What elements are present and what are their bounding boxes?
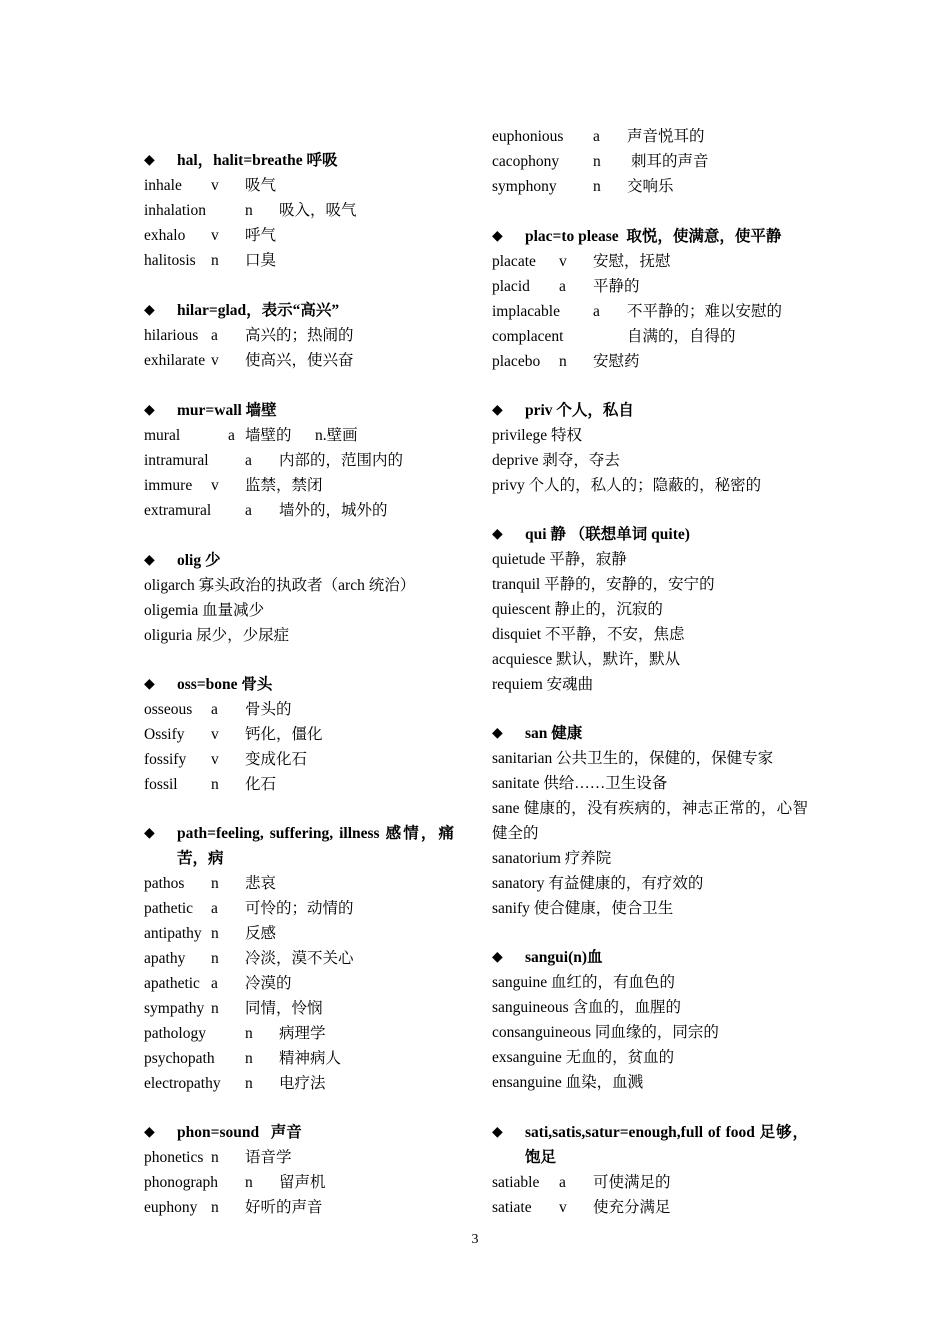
entry-meaning: 声音悦耳的 <box>627 128 705 145</box>
section-mur <box>144 398 454 523</box>
entry-meaning: 自满的，自得的 <box>627 328 736 345</box>
entry-pos: v <box>559 253 567 270</box>
entry-row <box>144 498 454 523</box>
entry-row <box>492 324 808 349</box>
entry-row <box>144 1021 454 1046</box>
entry-line: sane 健康的，没有疾病的，神志正常的，心智健全的 <box>492 800 808 842</box>
entry-line: quietude 平静，寂静 <box>492 551 627 568</box>
entry-line: sanatory 有益健康的，有疗效的 <box>492 875 704 892</box>
entry-word: cacophony <box>492 153 560 170</box>
entry-pos: a <box>228 427 235 444</box>
section-oss <box>144 672 454 797</box>
entry-row <box>144 423 454 448</box>
entry-word: electropathy <box>144 1075 221 1092</box>
entry-word: satiable <box>492 1174 540 1191</box>
entry-meaning: 墙壁的 <box>245 427 292 444</box>
heading-text: mur=wall 墙壁 <box>177 402 277 419</box>
entry-row <box>144 323 454 348</box>
entry-pos: v <box>211 477 219 494</box>
entry-meaning: 呼气 <box>245 227 277 244</box>
entry-pos: a <box>211 975 218 992</box>
section-heading <box>144 298 454 323</box>
heading-text: path=feeling, suffering, illness 感情，痛苦，病 <box>177 825 454 867</box>
entry-pos: n <box>593 153 601 170</box>
entry-row <box>492 124 808 149</box>
entry-word: halitosis <box>144 252 196 269</box>
entry-meaning: 可怜的；动情的 <box>245 900 354 917</box>
entry-meaning: 可使满足的 <box>593 1174 671 1191</box>
entry-meaning: 内部的，范围内的 <box>279 452 404 469</box>
diamond-bullet-icon: ◆ <box>492 726 503 741</box>
entry-word: exhalo <box>144 227 186 244</box>
entry-row <box>492 174 808 199</box>
entry-line: sanatorium 疗养院 <box>492 850 612 867</box>
entry-pos: n <box>245 1174 253 1191</box>
entry-word: intramural <box>144 452 209 469</box>
section-heading <box>492 224 808 249</box>
entry-meaning: 冷淡，漠不关心 <box>245 950 354 967</box>
entry-meaning: 交响乐 <box>627 178 674 195</box>
section-sati <box>492 1120 808 1220</box>
heading-text: oss=bone 骨头 <box>177 676 273 693</box>
entry-pos: a <box>559 278 566 295</box>
entry-meaning: 病理学 <box>279 1025 326 1042</box>
entry-meaning: 化石 <box>245 776 277 793</box>
section-heading <box>144 821 454 871</box>
entry-extra-meaning: n.壁画 <box>315 427 358 444</box>
entry-line: ensanguine 血染，血溅 <box>492 1074 644 1091</box>
heading-text: priv 个人，私自 <box>525 402 634 419</box>
entry-pos: v <box>211 352 219 369</box>
entry-pos: a <box>211 900 218 917</box>
section-priv <box>492 398 808 498</box>
section-san <box>492 721 808 921</box>
entry-pos: v <box>211 177 219 194</box>
section-heading <box>492 945 808 970</box>
entry-row <box>492 149 808 174</box>
entry-meaning: 留声机 <box>279 1174 326 1191</box>
diamond-bullet-icon: ◆ <box>492 950 503 965</box>
section-qui <box>492 522 808 697</box>
entry-pos: a <box>211 327 218 344</box>
entry-meaning: 冷漠的 <box>245 975 292 992</box>
entry-word: placid <box>492 278 530 295</box>
entry-word: antipathy <box>144 925 202 942</box>
entry-meaning: 变成化石 <box>245 751 308 768</box>
entry-meaning: 使高兴，使兴奋 <box>245 352 354 369</box>
entry-pos: n <box>211 875 219 892</box>
entry-row <box>144 348 454 373</box>
entry-row <box>144 1071 454 1096</box>
entry-meaning: 骨头的 <box>245 701 292 718</box>
diamond-bullet-icon: ◆ <box>492 403 503 418</box>
heading-text: sati,satis,satur=enough,full of food 足够，饱足 <box>525 1124 808 1166</box>
entry-row <box>144 971 454 996</box>
entry-meaning: 语音学 <box>245 1149 292 1166</box>
diamond-bullet-icon: ◆ <box>144 826 155 841</box>
entry-pos: a <box>559 1174 566 1191</box>
entry-pos: n <box>211 950 219 967</box>
entry-word: fossil <box>144 776 178 793</box>
entry-word: phonograph <box>144 1174 219 1191</box>
entry-line: consanguineous 同血缘的，同宗的 <box>492 1024 719 1041</box>
entry-word: sympathy <box>144 1000 205 1017</box>
entry-pos: n <box>245 202 253 219</box>
entry-row <box>492 249 808 274</box>
section-sangui <box>492 945 808 1095</box>
heading-text: hal，halit=breathe 呼吸 <box>177 152 338 169</box>
entry-line: oliguria 尿少，少尿症 <box>144 627 290 644</box>
entry-word: symphony <box>492 178 557 195</box>
entry-meaning: 使充分满足 <box>593 1199 671 1216</box>
entry-row <box>144 1170 454 1195</box>
entry-row <box>144 747 454 772</box>
entry-row <box>144 473 454 498</box>
entry-line: acquiesce 默认，默许，默从 <box>492 651 681 668</box>
entry-pos: v <box>211 726 219 743</box>
entry-row <box>492 299 808 324</box>
entry-meaning: 吸气 <box>245 177 277 194</box>
entry-pos: n <box>211 252 219 269</box>
diamond-bullet-icon: ◆ <box>144 1125 155 1140</box>
entry-row <box>492 1170 808 1195</box>
diamond-bullet-icon: ◆ <box>492 1125 503 1140</box>
entry-meaning: 监禁，禁闭 <box>245 477 323 494</box>
entry-row <box>492 274 808 299</box>
entry-line: oligemia 血量减少 <box>144 602 265 619</box>
entry-word: fossify <box>144 751 187 768</box>
entry-meaning: 钙化，僵化 <box>245 726 323 743</box>
entry-pos: n <box>211 1149 219 1166</box>
entry-meaning: 高兴的；热闹的 <box>245 327 354 344</box>
entry-word: placate <box>492 253 536 270</box>
heading-text: phon=sound 声音 <box>177 1124 302 1141</box>
entry-line: privilege 特权 <box>492 427 582 444</box>
entry-line: sanguine 血红的，有血色的 <box>492 974 675 991</box>
entry-meaning: 刺耳的声音 <box>631 153 709 170</box>
entry-line: requiem 安魂曲 <box>492 676 594 693</box>
entry-line: sanguineous 含血的，血腥的 <box>492 999 682 1016</box>
heading-text: olig 少 <box>177 552 221 569</box>
entry-word: euphony <box>144 1199 198 1216</box>
section-heading <box>144 548 454 573</box>
entry-word: psychopath <box>144 1050 215 1067</box>
entry-pos: v <box>211 227 219 244</box>
entry-word: satiate <box>492 1199 532 1216</box>
entry-line: sanitarian 公共卫生的，保健的，保健专家 <box>492 750 774 767</box>
entry-pos: a <box>211 701 218 718</box>
section-heading <box>492 398 808 423</box>
section-heading <box>492 721 808 746</box>
entry-row <box>144 248 454 273</box>
diamond-bullet-icon: ◆ <box>144 553 155 568</box>
entry-pos: a <box>593 303 600 320</box>
entry-line: sanitate 供给……卫生设备 <box>492 775 668 792</box>
entry-word: pathos <box>144 875 185 892</box>
page-number: 3 <box>471 1232 479 1247</box>
entry-row <box>144 996 454 1021</box>
entry-meaning: 精神病人 <box>279 1050 342 1067</box>
entry-meaning: 悲哀 <box>245 875 277 892</box>
entry-pos: n <box>211 776 219 793</box>
entry-row <box>144 697 454 722</box>
entry-pos: a <box>245 502 252 519</box>
entry-row <box>144 448 454 473</box>
entry-pos: n <box>559 353 567 370</box>
entry-line: deprive 剥夺，夺去 <box>492 452 620 469</box>
section-heading <box>144 1120 454 1145</box>
diamond-bullet-icon: ◆ <box>144 677 155 692</box>
section-heading <box>492 522 808 547</box>
section-plac <box>492 224 808 374</box>
entry-word: inhale <box>144 177 182 194</box>
entry-word: placebo <box>492 353 541 370</box>
entry-word: apathetic <box>144 975 200 992</box>
entry-pos: n <box>245 1025 253 1042</box>
section-phon-continued <box>492 124 808 199</box>
entry-meaning: 平静的 <box>593 278 640 295</box>
entry-row <box>144 223 454 248</box>
entry-meaning: 电疗法 <box>279 1075 326 1092</box>
entry-row <box>144 1046 454 1071</box>
entry-word: Ossify <box>144 726 185 743</box>
entry-row <box>144 896 454 921</box>
diamond-bullet-icon: ◆ <box>144 153 155 168</box>
section-heading <box>144 672 454 697</box>
entry-pos: a <box>245 452 252 469</box>
entry-row <box>144 921 454 946</box>
entry-pos: v <box>211 751 219 768</box>
heading-text: qui 静 （联想单词 quite) <box>525 526 690 543</box>
entry-meaning: 安慰，抚慰 <box>593 253 671 270</box>
entry-row <box>144 871 454 896</box>
entry-meaning: 墙外的，城外的 <box>279 502 388 519</box>
entry-line: disquiet 不平静，不安，焦虑 <box>492 626 685 643</box>
entry-pos: v <box>559 1199 567 1216</box>
entry-word: apathy <box>144 950 186 967</box>
entry-word: pathology <box>144 1025 206 1042</box>
entry-row <box>144 722 454 747</box>
entry-word: exhilarate <box>144 352 206 369</box>
entry-meaning: 反感 <box>245 925 277 942</box>
entry-pos <box>593 324 627 349</box>
entry-word: euphonious <box>492 128 564 145</box>
entry-word: phonetics <box>144 1149 204 1166</box>
entry-pos: n <box>245 1050 253 1067</box>
entry-word: inhalation <box>144 202 206 219</box>
entry-meaning: 安慰药 <box>593 353 640 370</box>
entry-word: pathetic <box>144 900 194 917</box>
entry-meaning: 吸入，吸气 <box>279 202 357 219</box>
entry-meaning: 同情，怜悯 <box>245 1000 323 1017</box>
entry-row <box>492 1195 808 1220</box>
entry-line: privy 个人的，私人的；隐蔽的，秘密的 <box>492 477 762 494</box>
entry-row <box>144 1145 454 1170</box>
entry-row <box>144 173 454 198</box>
entry-meaning: 口臭 <box>245 252 277 269</box>
heading-text: sangui(n)血 <box>525 949 603 966</box>
entry-pos: a <box>593 128 600 145</box>
section-heading <box>492 1120 808 1170</box>
section-heading <box>144 148 454 173</box>
entry-row <box>492 349 808 374</box>
diamond-bullet-icon: ◆ <box>144 303 155 318</box>
section-hal <box>144 148 454 273</box>
entry-line: quiescent 静止的，沉寂的 <box>492 601 663 618</box>
section-path <box>144 821 454 1096</box>
entry-word: implacable <box>492 303 560 320</box>
section-phon <box>144 1120 454 1220</box>
diamond-bullet-icon: ◆ <box>492 229 503 244</box>
entry-word: complacent <box>492 328 564 345</box>
diamond-bullet-icon: ◆ <box>492 527 503 542</box>
entry-word: osseous <box>144 701 193 718</box>
entry-pos: n <box>211 925 219 942</box>
entry-line: sanify 使合健康，使合卫生 <box>492 900 674 917</box>
entry-pos: n <box>211 1199 219 1216</box>
entry-word: extramural <box>144 502 212 519</box>
entry-row <box>144 772 454 797</box>
entry-meaning: 不平静的；难以安慰的 <box>627 303 783 320</box>
entry-line: exsanguine 无血的，贫血的 <box>492 1049 675 1066</box>
entry-line: oligarch 寡头政治的执政者（arch 统治） <box>144 577 416 594</box>
heading-text: plac=to please 取悦，使满意，使平静 <box>525 228 782 245</box>
section-olig <box>144 548 454 648</box>
section-hilar <box>144 298 454 373</box>
entry-pos: n <box>593 178 601 195</box>
section-heading <box>144 398 454 423</box>
heading-text: hilar=glad，表示“高兴” <box>177 302 340 319</box>
entry-row <box>144 198 454 223</box>
entry-row <box>144 946 454 971</box>
heading-text: san 健康 <box>525 725 583 742</box>
entry-line: tranquil 平静的，安静的，安宁的 <box>492 576 715 593</box>
entry-pos: n <box>211 1000 219 1017</box>
entry-meaning: 好听的声音 <box>245 1199 323 1216</box>
entry-row <box>144 1195 454 1220</box>
diamond-bullet-icon: ◆ <box>144 403 155 418</box>
entry-word: mural <box>144 427 181 444</box>
entry-word: hilarious <box>144 327 199 344</box>
entry-pos: n <box>245 1075 253 1092</box>
entry-word: immure <box>144 477 193 494</box>
